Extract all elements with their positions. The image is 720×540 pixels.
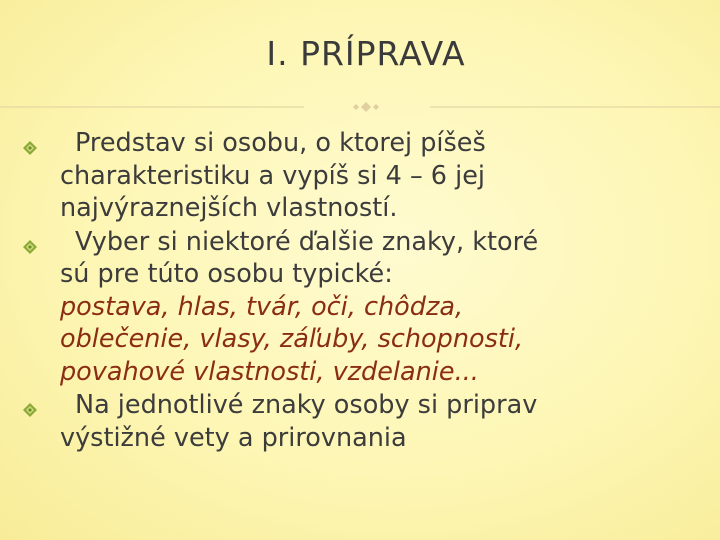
bullet-text-line: Na jednotlivé znaky osoby si priprav	[75, 390, 538, 420]
diamond-bullet-icon	[22, 140, 38, 156]
diamond-bullet-icon	[22, 402, 38, 418]
bullet-list	[22, 127, 712, 455]
bullet-text-line: výstižné vety a prirovnania	[60, 422, 407, 453]
bullet-item	[22, 389, 712, 454]
bullet-text-line: Vyber si niektoré ďalšie znaky, ktoré	[75, 226, 539, 257]
emphasis-text-line: oblečenie, vlasy, záľuby, schopnosti,	[60, 324, 524, 354]
bullet-text-line: najvýraznejších vlastností.	[60, 193, 398, 223]
diamond-bullet-icon	[22, 239, 38, 255]
divider-ornament-icon	[353, 102, 379, 112]
bullet-item	[22, 127, 712, 225]
bullet-text-line: Predstav si osobu, o ktorej píšeš	[75, 128, 486, 158]
bullet-text-line: sú pre túto osobu typické:	[60, 259, 393, 289]
bullet-text-line: charakteristiku a vypíš si 4 – 6 jej	[60, 160, 485, 191]
title-divider	[0, 97, 720, 107]
emphasis-text-line: povahové vlastnosti, vzdelanie...	[60, 356, 479, 387]
bullet-item	[22, 226, 712, 389]
emphasis-text-line: postava, hlas, tvár, oči, chôdza,	[60, 291, 464, 322]
slide-title: I. PRÍPRAVA	[266, 34, 466, 73]
